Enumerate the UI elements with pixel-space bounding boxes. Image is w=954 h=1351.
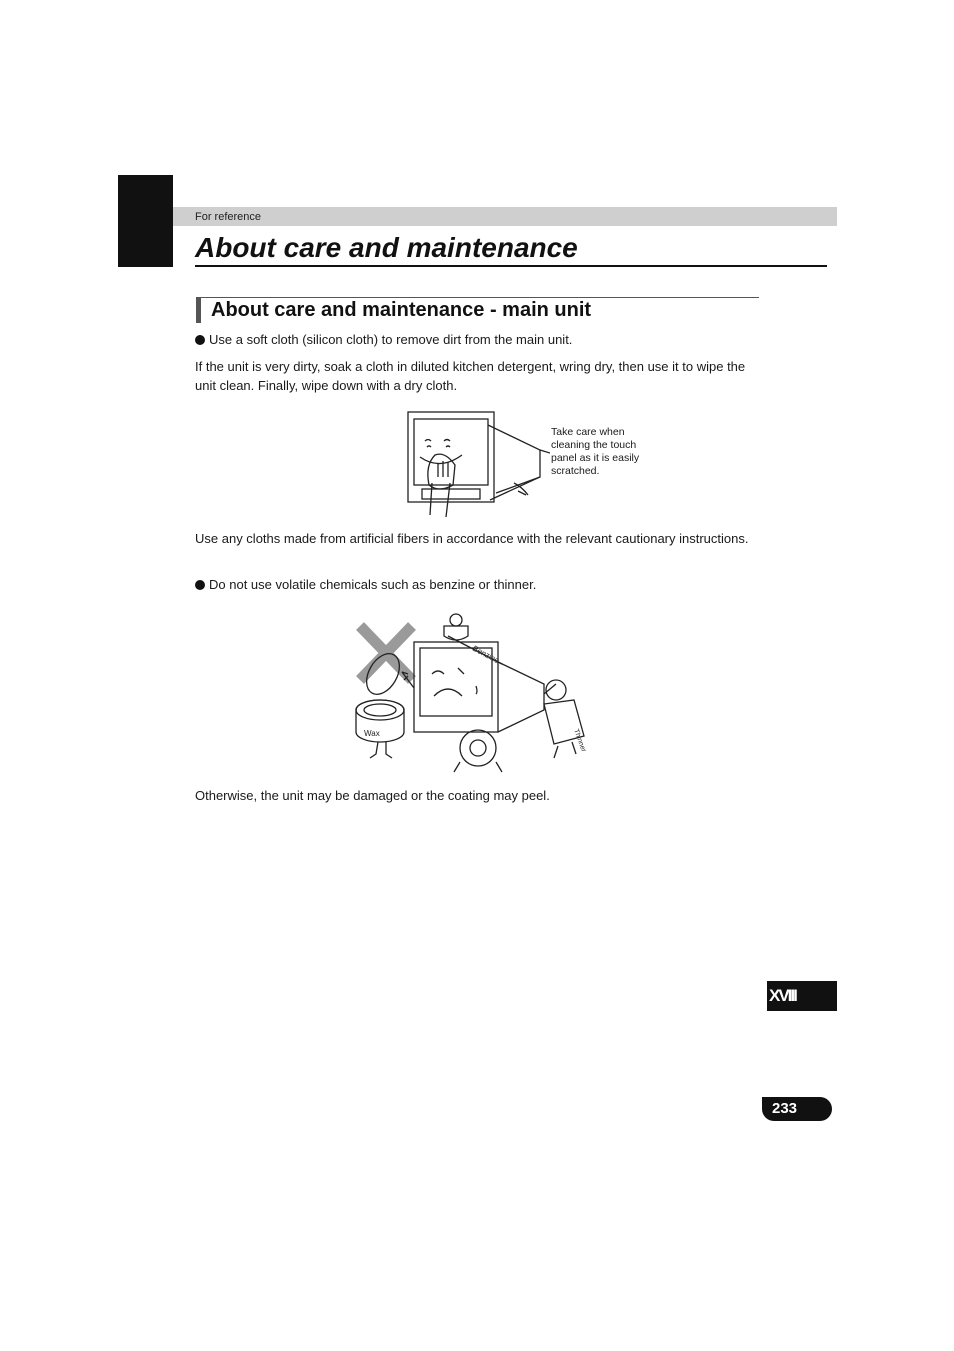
paragraph-dirty-unit: If the unit is very dirty, soak a cloth in diluted kitchen detergent, wring dry, then use it to wipe the unit clean. Finally, wipe down with a dry cloth. xyxy=(195,359,746,393)
page-title: About care and maintenance xyxy=(195,232,578,263)
bullet-no-chemicals xyxy=(195,575,755,594)
illustration-caption: Take care when cleaning the touch panel as it is easily scratched. xyxy=(551,426,640,477)
bullet-icon xyxy=(195,580,205,590)
bullet-text: Use a soft cloth (silicon cloth) to remove dirt from the main unit. xyxy=(209,332,573,347)
bullet-icon xyxy=(195,335,205,345)
section-marker-bar xyxy=(196,297,201,323)
section-label: For reference xyxy=(195,211,262,223)
chemicals-warning-illustration xyxy=(348,612,604,782)
wiping-monitor-illustration xyxy=(400,405,550,523)
section-title: About care and maintenance - main unit xyxy=(211,299,592,321)
thinner-label: Thinner xyxy=(572,728,587,753)
wax-label: Wax xyxy=(364,729,380,738)
bullet-soft-cloth xyxy=(195,330,755,349)
paragraph-damage-warning: Otherwise, the unit may be damaged or the coating may peel. xyxy=(195,788,550,803)
title-underline xyxy=(195,265,827,267)
chapter-tab-block xyxy=(118,175,173,267)
benzine-label: Benzine xyxy=(471,643,501,666)
bullet-text: Do not use volatile chemicals such as benzine or thinner. xyxy=(209,577,537,592)
page-number: 233 xyxy=(762,1097,832,1121)
cross-mark-icon xyxy=(360,626,412,680)
paragraph-artificial-fibers: Use any cloths made from artificial fibers in accordance with the relevant cautionary instructions. xyxy=(195,531,749,546)
chapter-badge: XVIII xyxy=(767,981,837,1011)
section-header-bar xyxy=(173,207,837,226)
